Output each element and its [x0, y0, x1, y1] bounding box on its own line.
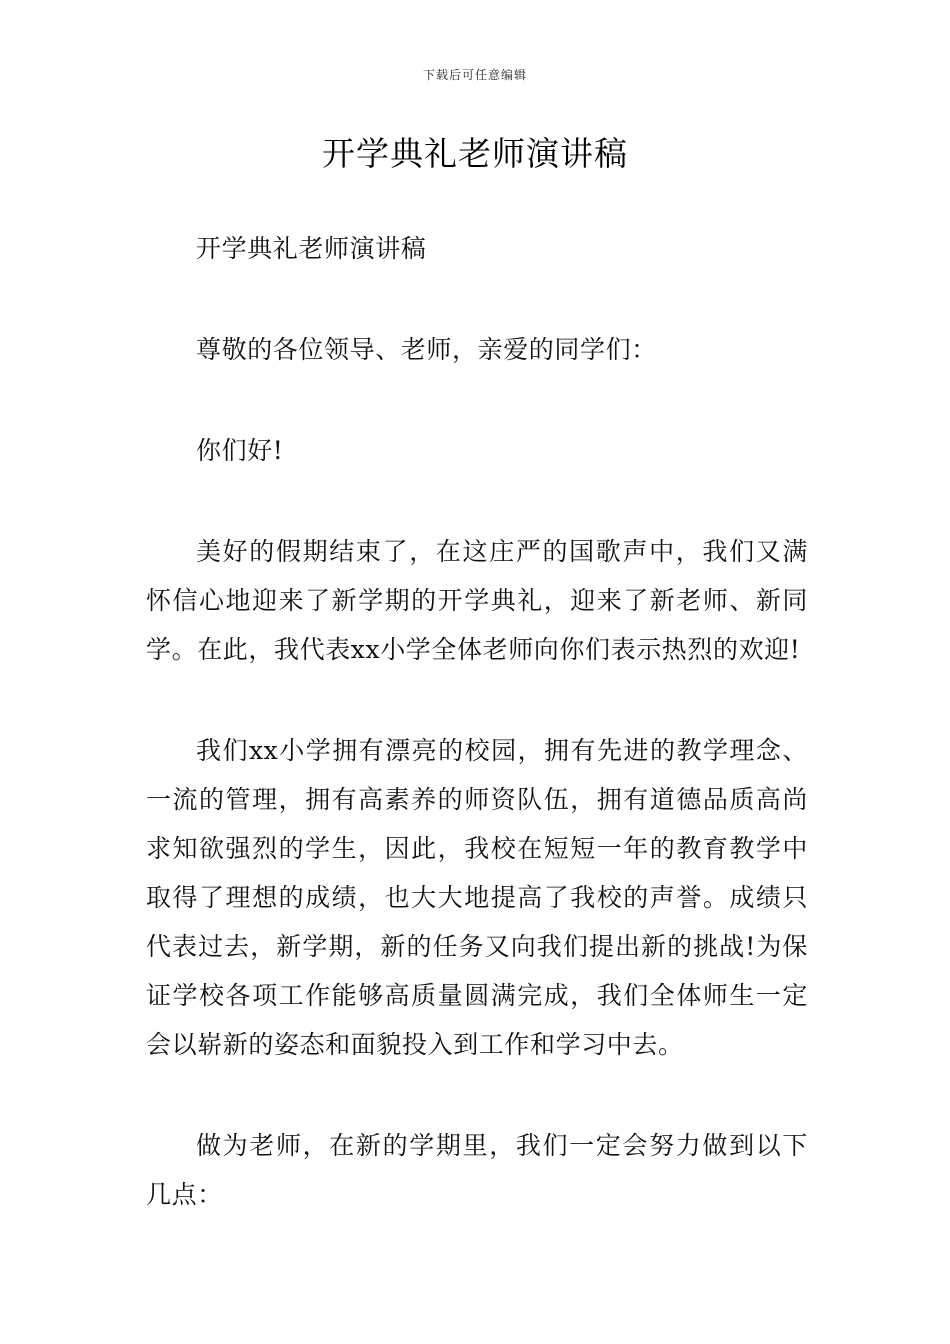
paragraph-welcome: 美好的假期结束了，在这庄严的国歌声中，我们又满怀信心地迎来了新学期的开学典礼，迎来了新老师、新同学。在此，我代表xx小学全体老师向你们表示热烈的欢迎! — [146, 537, 808, 664]
document-title: 开学典礼老师演讲稿 — [322, 134, 628, 173]
paragraph-teacher-commitment: 做为老师，在新的学期里，我们一定会努力做到以下几点： — [146, 1131, 808, 1209]
paragraph-school-intro: 我们xx小学拥有漂亮的校园，拥有先进的教学理念、一流的管理，拥有高素养的师资队伍，拥有道德品质高尚求知欲强烈的学生，因此，我校在短短一年的教育教学中取得了理想的成绩，也大大地提高了我校的声誉。成绩只代表过去，新学期，新的任务又向我们提出新的挑战!为保证学校各项工作能够高质量圆满完成，我们全体师生一定会以崭新的姿态和面貌投入到工作和学习中去。 — [146, 736, 808, 1059]
paragraph-greeting: 你们好! — [196, 436, 284, 465]
header-note: 下载后可任意编辑 — [422, 68, 527, 82]
document-body — [146, 224, 808, 1271]
paragraph-salutation: 尊敬的各位领导、老师，亲爱的同学们： — [196, 335, 657, 364]
paragraph-subtitle: 开学典礼老师演讲稿 — [196, 234, 427, 263]
